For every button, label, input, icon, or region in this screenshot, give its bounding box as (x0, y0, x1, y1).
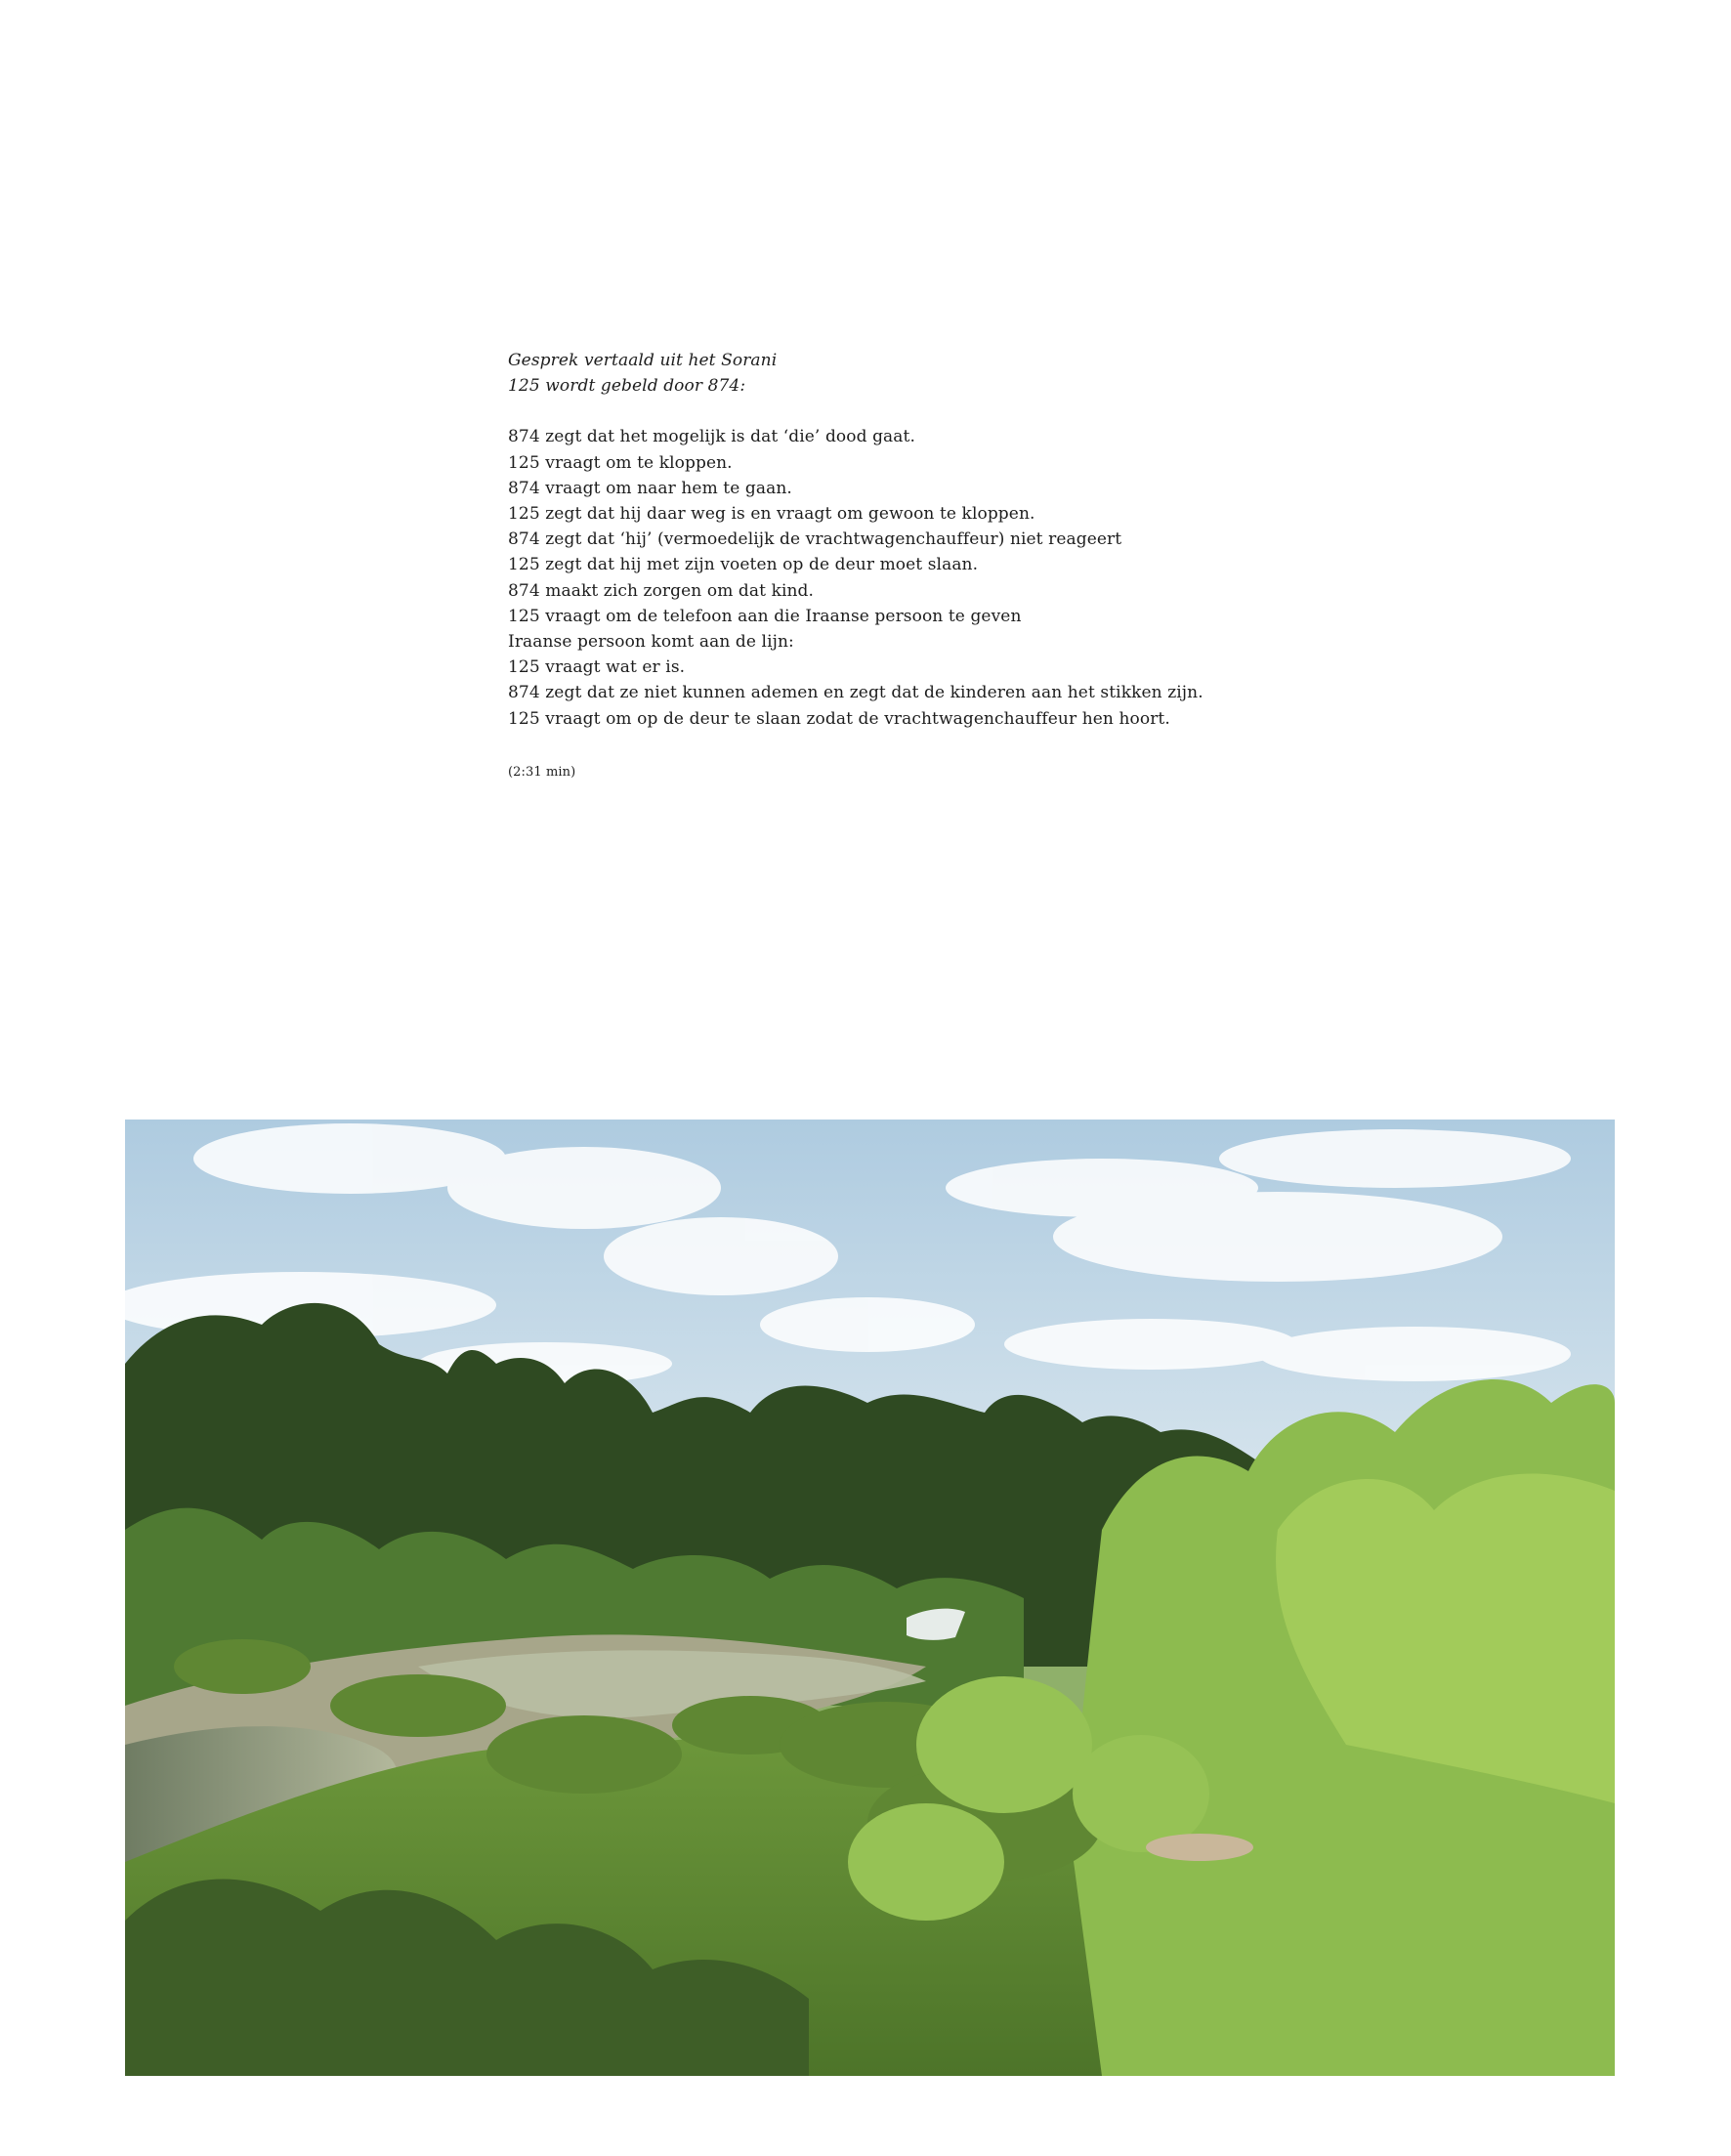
transcript-line: 874 zegt dat ze niet kunnen ademen en zegt dat de kinderen aan het stikken zijn. (508, 683, 1203, 703)
transcript-line: 125 vraagt om te kloppen. (508, 452, 733, 473)
transcript-block (508, 348, 1250, 782)
transcript-line: 125 vraagt wat er is. (508, 657, 686, 678)
transcript-line: 874 vraagt om naar hem te gaan. (508, 478, 792, 498)
transcript-line: 874 maakt zich zorgen om dat kind. (508, 580, 815, 601)
blanket (1146, 1834, 1253, 1861)
call-duration: (2:31 min) (508, 764, 576, 780)
transcript-line: 125 vraagt om de telefoon aan die Iraanse persoon te geven (508, 606, 1022, 626)
transcript-line: 125 zegt dat hij met zijn voeten op de deur moet slaan. (508, 555, 979, 575)
transcript-line: 125 vraagt om op de deur te slaan zodat de vrachtwagenchauffeur hen hoort. (508, 708, 1170, 729)
paragraph-gap (508, 732, 1250, 757)
transcript-heading-line: 125 wordt gebeld door 874: (508, 376, 746, 397)
transcript-heading-line: Gesprek vertaald uit het Sorani (508, 351, 778, 370)
transcript-line: 874 zegt dat ‘hij’ (vermoedelijk de vrachtwagenchauffeur) niet reageert (508, 529, 1122, 550)
transcript-line: Iraanse persoon komt aan de lijn: (508, 632, 794, 653)
transcript-line: 874 zegt dat het mogelijk is dat ‘die’ dood gaat. (508, 427, 915, 447)
paragraph-gap (508, 399, 1250, 424)
landscape-photo (125, 1120, 1615, 2076)
landscape-illustration (125, 1120, 1615, 2076)
transcript-line: 125 zegt dat hij daar weg is en vraagt om gewoon te kloppen. (508, 504, 1035, 525)
